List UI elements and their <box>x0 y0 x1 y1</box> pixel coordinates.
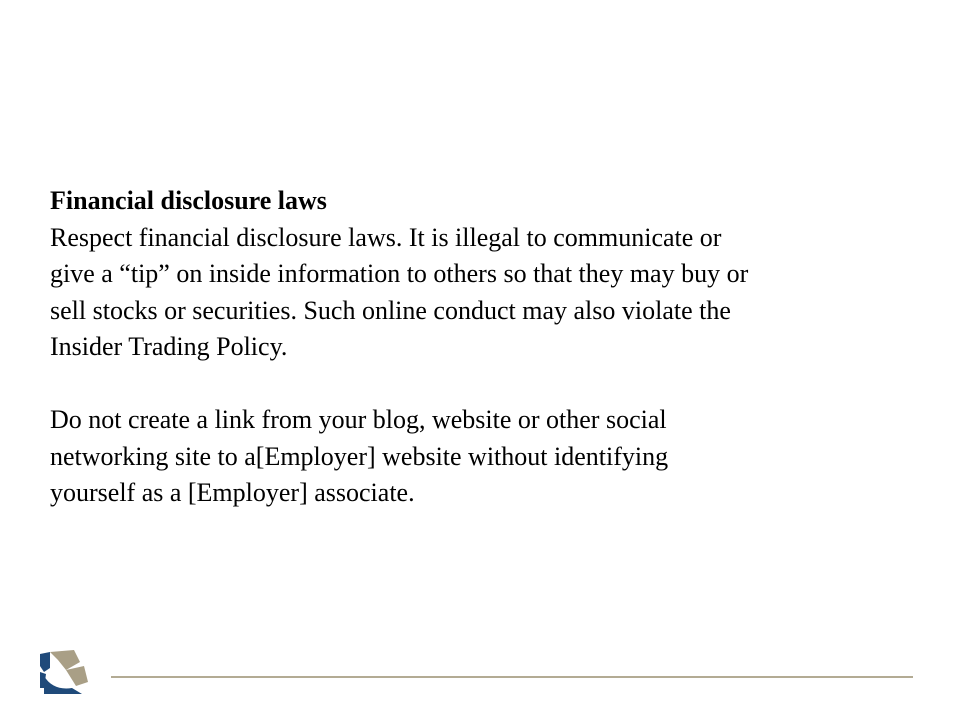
slide-heading: Financial disclosure laws <box>50 186 327 215</box>
paragraph-spacer <box>50 366 930 403</box>
text-line: networking site to a[Employer] website without identifying <box>50 441 669 471</box>
text-line: sell stocks or securities. Such online conduct may also violate the <box>50 295 731 325</box>
company-logo-icon <box>36 648 90 696</box>
text-line: Respect financial disclosure laws. It is illegal to communicate or <box>50 222 722 252</box>
paragraph-employer-link <box>50 402 930 512</box>
text-line: yourself as a [Employer] associate. <box>50 478 415 507</box>
text-line: Do not create a link from your blog, website or other social <box>50 405 667 434</box>
text-line: Insider Trading Policy. <box>50 332 288 361</box>
text-line: give a “tip” on inside information to others so that they may buy or <box>50 259 749 288</box>
slide-body <box>50 183 930 512</box>
footer-divider <box>111 676 913 678</box>
paragraph-financial-disclosure <box>50 220 930 366</box>
